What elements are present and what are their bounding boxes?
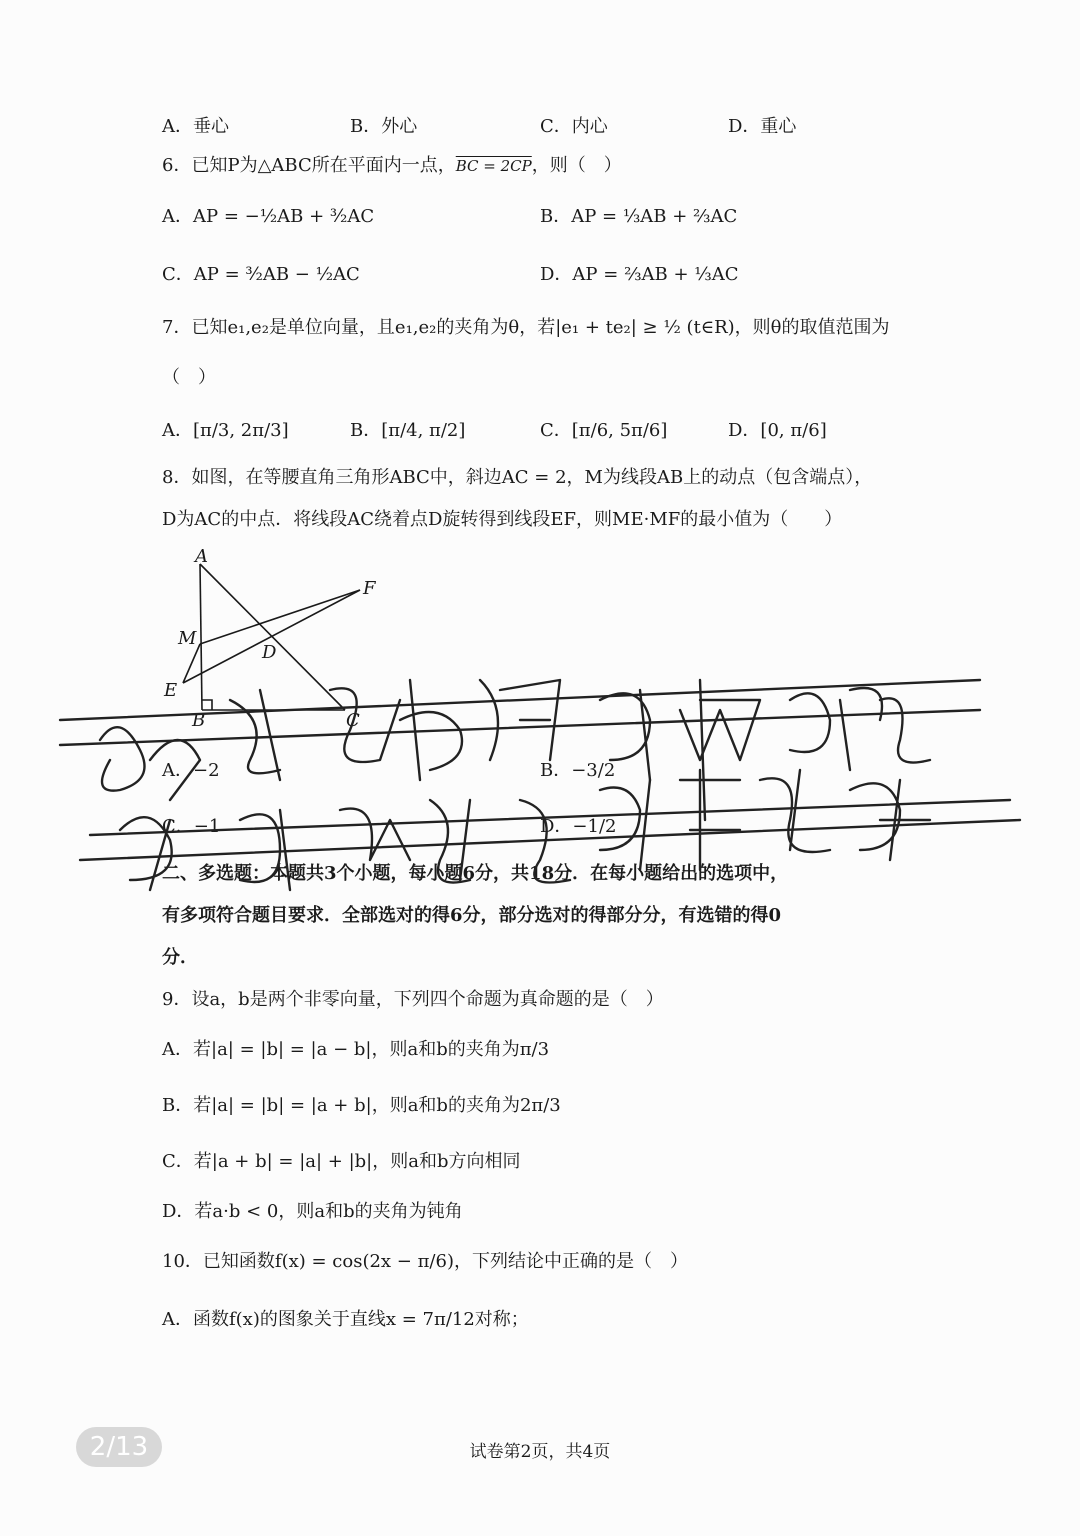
q8-option-a: A．−2 <box>162 760 220 781</box>
q6-stem-tail: ，则（ ） <box>531 155 622 176</box>
q7-option-a: A．[π/3, 2π/3] <box>162 420 289 441</box>
q6-option-c: C．AP = ³⁄₂AB − ½AC <box>162 264 360 285</box>
q5-option-d: D．重心 <box>728 116 797 137</box>
q7-number: 7． <box>162 317 192 338</box>
q9-option-c: C．若|a + b| = |a| + |b|，则a和b方向相同 <box>162 1151 521 1172</box>
q6-number: 6． <box>162 155 192 176</box>
segment-mf <box>200 590 360 644</box>
q7-stem-text: 已知e₁,e₂是单位向量，且e₁,e₂的夹角为θ，若|e₁ + te₂| ≥ ½ (t∈R)，则θ的取值范围为 <box>191 317 890 338</box>
q8-number: 8． <box>162 467 192 488</box>
q9-option-b: B．若|a| = |b| = |a + b|，则a和b的夹角为2π/3 <box>162 1095 561 1116</box>
q5-option-b: B．外心 <box>350 116 418 137</box>
q7-option-d: D．[0, π/6] <box>728 420 827 441</box>
q10-stem-text: 已知函数f(x) = cos(2x − π/6)，下列结论中正确的是（ ） <box>202 1251 688 1272</box>
q8-stem-line1 <box>162 466 872 490</box>
label-m: M <box>178 628 197 649</box>
label-d: D <box>262 642 277 663</box>
q8-option-c: C．−1 <box>162 816 221 837</box>
q6-condition: BC = 2CP <box>455 157 532 175</box>
page-indicator[interactable]: 2/13 <box>76 1427 162 1467</box>
q10-number: 10． <box>162 1251 203 1272</box>
q5-option-a: A．垂心 <box>162 116 229 137</box>
section2-heading-line3: 分． <box>162 947 198 968</box>
q6-stem <box>162 154 622 178</box>
q9-stem <box>162 988 664 1012</box>
q8-triangle-figure <box>150 540 400 740</box>
q7-answer-paren: （ ） <box>162 367 216 388</box>
q10-option-a: A．函数f(x)的图象关于直线x = 7π/12对称； <box>162 1309 529 1330</box>
label-c: C <box>346 710 360 731</box>
q6-option-d: D．AP = ⅔AB + ⅓AC <box>540 264 739 285</box>
q6-option-b: B．AP = ⅓AB + ⅔AC <box>540 206 738 227</box>
q8-option-b: B．−3/2 <box>540 760 616 781</box>
section2-heading-line1: 二、多选题：本题共3个小题，每小题6分，共18分．在每小题给出的选项中， <box>162 863 789 884</box>
segment-ab <box>200 564 202 710</box>
q8-stem-line2: D为AC的中点．将线段AC绕着点D旋转得到线段EF，则ME·MF的最小值为（ ） <box>162 509 843 530</box>
q9-option-a: A．若|a| = |b| = |a − b|，则a和b的夹角为π/3 <box>162 1039 550 1060</box>
q6-stem-text: 已知P为△ABC所在平面内一点， <box>191 155 456 176</box>
label-f: F <box>363 578 376 599</box>
section2-heading-line2: 有多项符合题目要求．全部选对的得6分，部分选对的得部分分，有选错的得0 <box>162 905 782 926</box>
q8-line1-text: 如图，在等腰直角三角形ABC中，斜边AC = 2，M为线段AB上的动点（包含端点）， <box>191 467 873 488</box>
page-footer: 试卷第2页，共4页 <box>469 1442 611 1462</box>
q10-stem <box>162 1250 688 1274</box>
q9-option-d: D．若a·b < 0，则a和b的夹角为钝角 <box>162 1201 463 1222</box>
q7-option-c: C．[π/6, 5π/6] <box>540 420 668 441</box>
q8-option-d: D．−1/2 <box>540 816 617 837</box>
q7-stem <box>162 316 890 340</box>
q5-option-c: C．内心 <box>540 116 608 137</box>
label-b: B <box>192 710 206 731</box>
q7-option-b: B．[π/4, π/2] <box>350 420 466 441</box>
segment-me <box>183 644 200 683</box>
q6-option-a: A．AP = −½AB + ³⁄₂AC <box>162 206 375 227</box>
label-e: E <box>164 680 178 701</box>
segment-ef <box>183 590 360 683</box>
right-angle-mark <box>202 700 212 710</box>
q9-stem-text: 设a，b是两个非零向量，下列四个命题为真命题的是（ ） <box>191 989 664 1010</box>
label-a: A <box>195 546 208 567</box>
q9-number: 9． <box>162 989 192 1010</box>
